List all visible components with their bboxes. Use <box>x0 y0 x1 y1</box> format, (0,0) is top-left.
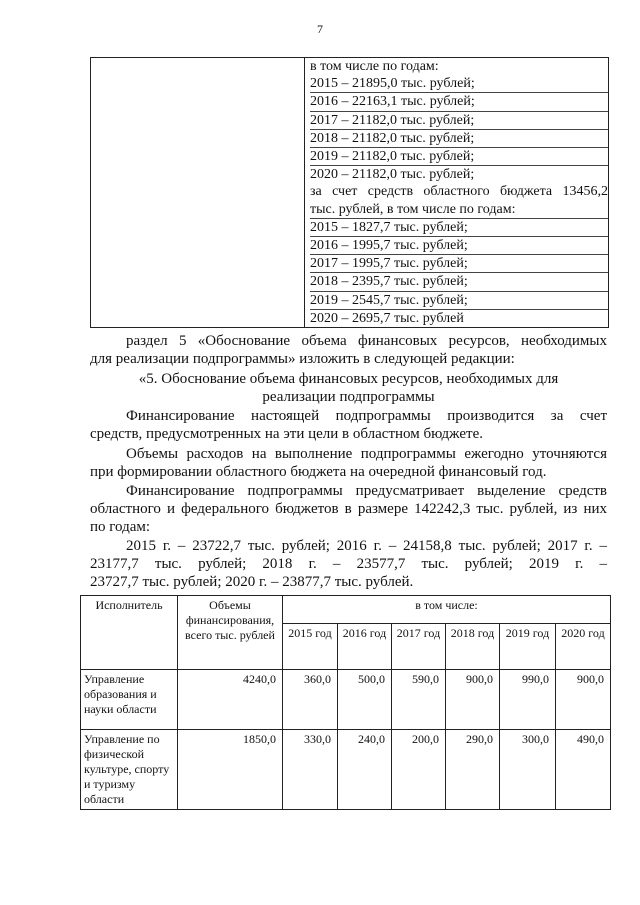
paragraph-financing-cont: средств, предусмотренных на эти цели в областном бюджете. <box>90 426 483 442</box>
header-year: 2018 год <box>446 624 500 670</box>
paragraph-section-5-cont: для реализации подпрограммы» изложить в следующей редакции: <box>90 351 515 367</box>
executor-cell: Управление образования и науки области <box>81 670 178 730</box>
total-cell: 1850,0 <box>178 730 283 810</box>
table-row <box>81 730 611 810</box>
header-year: 2019 год <box>500 624 556 670</box>
value-cell: 490,0 <box>556 730 611 810</box>
total-year-line: 2019 – 21182,0 тыс. рублей; <box>310 148 608 166</box>
header-total: Объемы финансирования, всего тыс. рублей <box>178 596 283 670</box>
value-cell: 900,0 <box>446 670 500 730</box>
financing-table <box>80 595 611 810</box>
regional-year-line: 2015 – 1827,7 тыс. рублей; <box>310 219 608 237</box>
value-cell: 240,0 <box>338 730 392 810</box>
paragraph-section-5: раздел 5 «Обоснование объема финансовых ресурсов, необходимых <box>126 333 607 349</box>
value-cell: 590,0 <box>392 670 446 730</box>
total-year-line: 2020 – 21182,0 тыс. рублей; <box>310 167 475 183</box>
paragraph-expenses-cont: при формировании областного бюджета на очередной финансовый год. <box>90 464 547 480</box>
value-cell: 500,0 <box>338 670 392 730</box>
regional-year-line: 2018 – 2395,7 тыс. рублей; <box>310 273 608 291</box>
page-number: 7 <box>317 22 323 36</box>
header-year: 2016 год <box>338 624 392 670</box>
regional-year-line: 2017 – 1995,7 тыс. рублей; <box>310 255 608 273</box>
funding-details-cell <box>305 58 609 328</box>
header-year: 2015 год <box>283 624 338 670</box>
paragraph-allocation: Финансирование подпрограммы предусматривает выделение средств <box>126 483 607 499</box>
section-heading: «5. Обоснование объема финансовых ресурсов, необходимых для <box>138 371 559 387</box>
header-year: 2020 год <box>556 624 611 670</box>
regional-year-line: 2016 – 1995,7 тыс. рублей; <box>310 237 608 255</box>
regional-budget-line: за счет средств областного бюджета 13456,2 <box>310 184 608 200</box>
paragraph-by-years: 2015 г. – 23722,7 тыс. рублей; 2016 г. – 24158,8 тыс. рублей; 2017 г. – <box>126 538 607 554</box>
value-cell: 300,0 <box>500 730 556 810</box>
header-year: 2017 год <box>392 624 446 670</box>
paragraph-allocation-cont: по годам: <box>90 519 151 535</box>
funding-summary-table <box>90 57 609 328</box>
empty-left-cell <box>91 58 305 328</box>
value-cell: 990,0 <box>500 670 556 730</box>
header-including: в том числе: <box>283 596 611 624</box>
value-cell: 200,0 <box>392 730 446 810</box>
table-row <box>81 670 611 730</box>
total-year-line: 2018 – 21182,0 тыс. рублей; <box>310 130 608 148</box>
value-cell: 290,0 <box>446 730 500 810</box>
total-cell: 4240,0 <box>178 670 283 730</box>
paragraph-by-years-cont: 23177,7 тыс. рублей; 2018 г. – 23577,7 тыс. рублей; 2019 г. – <box>90 556 607 572</box>
value-cell: 900,0 <box>556 670 611 730</box>
total-year-line: 2017 – 21182,0 тыс. рублей; <box>310 112 608 130</box>
total-year-line: 2016 – 22163,1 тыс. рублей; <box>310 93 608 111</box>
paragraph-by-years-cont: 23727,7 тыс. рублей; 2020 г. – 23877,7 тыс. рублей. <box>90 574 414 590</box>
paragraph-financing: Финансирование настоящей подпрограммы производится за счет <box>126 408 607 424</box>
value-cell: 360,0 <box>283 670 338 730</box>
value-cell: 330,0 <box>283 730 338 810</box>
total-year-line: 2015 – 21895,0 тыс. рублей; <box>310 75 608 93</box>
regional-year-line: 2019 – 2545,7 тыс. рублей; <box>310 292 608 310</box>
regional-year-line: 2020 – 2695,7 тыс. рублей <box>310 310 464 326</box>
paragraph-expenses: Объемы расходов на выполнение подпрограммы ежегодно уточняются <box>126 446 607 462</box>
header-executor: Исполнитель <box>81 596 178 670</box>
executor-cell: Управление по физической культуре, спорту и туризму области <box>81 730 178 810</box>
years-intro: в том числе по годам: <box>310 59 439 74</box>
regional-budget-line: тыс. рублей, в том числе по годам: <box>310 201 608 219</box>
paragraph-allocation-cont: областного и федерального бюджетов в размере 142242,3 тыс. рублей, из них <box>90 501 607 517</box>
section-heading-cont: реализации подпрограммы <box>262 389 435 405</box>
